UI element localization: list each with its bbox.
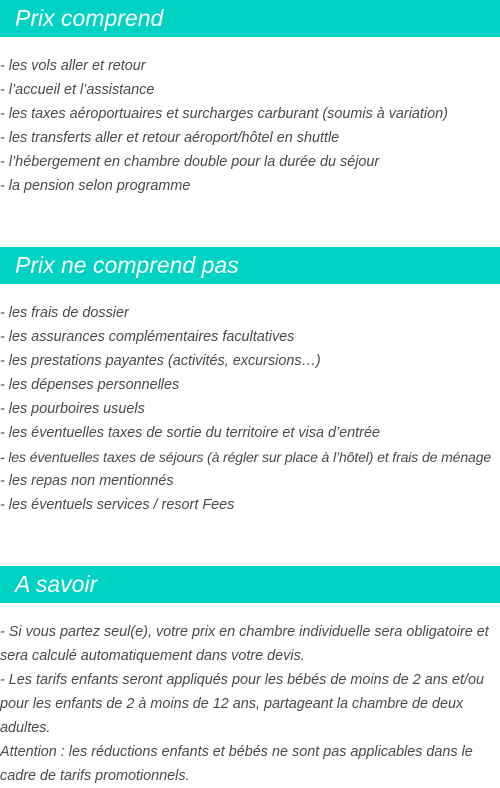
- section-title-included: Prix comprend: [0, 0, 500, 37]
- not-included-list: [0, 301, 500, 517]
- list-item: - les éventuels services / resort Fees: [0, 497, 235, 513]
- info-paragraph: Attention : les réductions enfants et bébés ne sont pas applicables dans le cadre de tarifs promotionnels.: [0, 744, 473, 784]
- list-item: - les pourboires usuels: [0, 401, 145, 417]
- list-item: - les frais de dossier: [0, 305, 129, 321]
- list-item: - les transferts aller et retour aéroport/hôtel en shuttle: [0, 130, 340, 146]
- section-title-not-included: Prix ne comprend pas: [0, 247, 500, 284]
- list-item: - la pension selon programme: [0, 178, 191, 194]
- list-item: - les éventuelles taxes de séjours (à régler sur place à l’hôtel) et frais de ménage: [0, 449, 492, 465]
- section-good-to-know: [0, 566, 500, 788]
- list-item: - les taxes aéroportuaires et surcharges carburant (soumis à variation): [0, 106, 448, 122]
- list-item: - les repas non mentionnés: [0, 473, 174, 489]
- info-paragraph: - Si vous partez seul(e), votre prix en chambre individuelle sera obligatoire et sera calculé automatiquement dans votre devis.: [0, 624, 489, 664]
- list-item: - l’hébergement en chambre double pour la durée du séjour: [0, 154, 380, 170]
- list-item: - les éventuelles taxes de sortie du territoire et visa d’entrée: [0, 425, 380, 441]
- included-list: [0, 54, 500, 198]
- section-title-good-to-know: A savoir: [0, 566, 500, 603]
- list-item: - les vols aller et retour: [0, 58, 146, 74]
- info-paragraph: - Les tarifs enfants seront appliqués pour les bébés de moins de 2 ans et/ou pour les enfants de 2 à moins de 12 ans, partageant la chambre de deux adultes.: [0, 672, 484, 736]
- list-item: - les assurances complémentaires facultatives: [0, 329, 295, 345]
- list-item: - les dépenses personnelles: [0, 377, 180, 393]
- section-not-included: [0, 247, 500, 517]
- section-included: [0, 0, 500, 198]
- list-item: - les prestations payantes (activités, excursions…): [0, 353, 321, 369]
- list-item: - l’accueil et l’assistance: [0, 82, 155, 98]
